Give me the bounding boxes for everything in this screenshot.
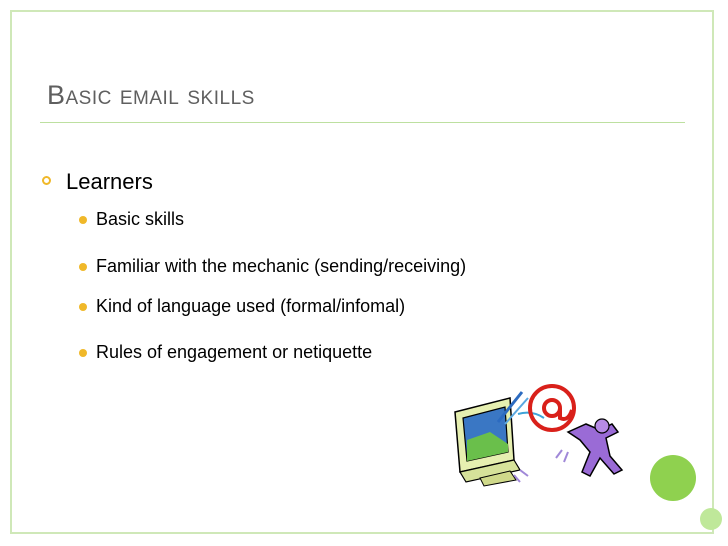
email-at-sign-clipart-icon: [450, 380, 630, 490]
slide-title: Basic email skills: [47, 80, 255, 110]
sub-bullet-marker-icon: [79, 349, 87, 357]
bullet-marker-icon: [42, 176, 51, 185]
sub-bullet-marker-icon: [79, 263, 87, 271]
decorative-green-circle-small: [700, 508, 722, 530]
decorative-green-circle: [650, 455, 696, 501]
title-divider: [40, 122, 685, 123]
sub-bullet-marker-icon: [79, 216, 87, 224]
sub-bullet-marker-icon: [79, 303, 87, 311]
sub-bullet-label: Basic skills: [96, 209, 185, 229]
bullet-label: Learners: [66, 169, 153, 194]
sub-bullet-label: Familiar with the mechanic (sending/receiving): [96, 256, 467, 276]
sub-bullet-label: Rules of engagement or netiquette: [96, 342, 373, 362]
sub-bullet-label: Kind of language used (formal/infomal): [96, 296, 406, 316]
